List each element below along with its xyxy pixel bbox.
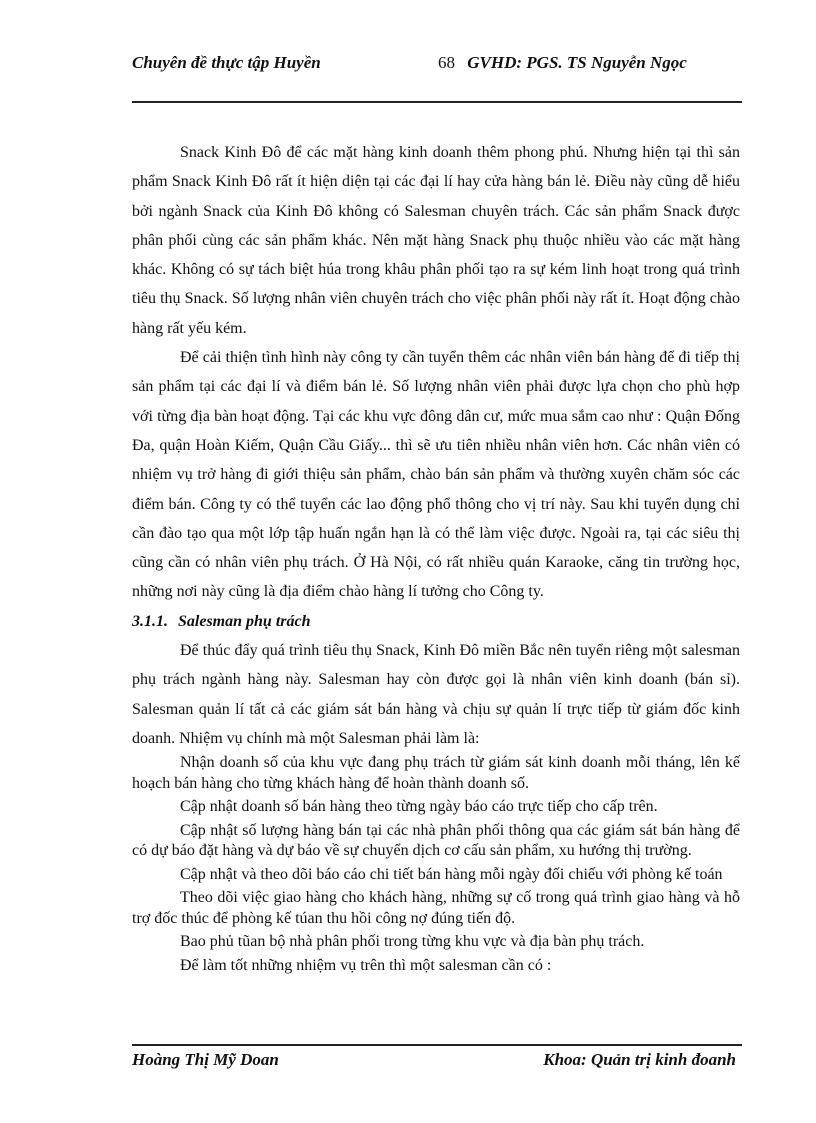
header-rule	[132, 101, 742, 103]
task-item: Cập nhật số lượng hàng bán tại các nhà phân phối thông qua các giám sát bán hàng để có dự báo đặt hàng và dự báo về sự chuyển dịch cơ cấu sản phẩm, xu hướng thị trường.	[132, 821, 740, 860]
task-item: Nhận doanh số của khu vực đang phụ trách từ giám sát kinh doanh mỗi tháng, lên kế hoạch bán hàng cho từng khách hàng để hoàn thành doanh số.	[132, 754, 740, 792]
task-item: Bao phủ tũan bộ nhà phân phối trong từng khu vực và địa bàn phụ trách.	[180, 933, 645, 951]
page-footer	[132, 1050, 736, 1074]
header-supervisor: GVHD: PGS. TS Nguyễn Ngọc	[467, 53, 687, 72]
task-item: Theo dõi việc giao hàng cho khách hàng, những sự cố trong quá trình giao hàng và hỗ trợ đốc thúc để phòng kế túan thu hồi công nợ đúng tiến độ.	[132, 889, 740, 927]
task-item: Để làm tốt những nhiệm vụ trên thì một salesman cần có :	[180, 956, 552, 974]
footer-rule	[132, 1044, 742, 1046]
paragraph: Snack Kinh Đô để các mặt hàng kinh doanh thêm phong phú. Nhưng hiện tại thì sản phẩm Snack Kinh Đô rất ít hiện diện tại các đại lí hay cửa hàng bán lẻ. Điều này cũng dễ hiểu bởi ngành Snack của Kinh Đô không có Salesman chuyên trách. Các sản phẩm Snack được phân phối cùng các sản phẩm khác. Nên mặt hàng Snack phụ thuộc nhiều vào các mặt hàng khác. Không có sự tách biệt húa trong khâu phân phối tạo ra sự kém linh hoạt trong quá trình tiêu thụ Snack. Số lượng nhân viên chuyên trách cho việc phân phối này rất ít. Hoạt động chào hàng rất yếu kém.	[132, 144, 740, 337]
footer-department: Khoa: Quản trị kinh đoanh	[543, 1050, 736, 1069]
page-number: 68	[438, 53, 455, 72]
page-header	[132, 50, 742, 102]
document-body	[132, 138, 740, 979]
task-item: Cập nhật doanh số bán hàng theo từng ngày báo cáo trực tiếp cho cấp trên.	[180, 798, 658, 816]
paragraph: Để cải thiện tình hình này công ty cần tuyển thêm các nhân viên bán hàng để đi tiếp thị sản phẩm tại các đại lí và điểm bán lẻ. Số lượng nhân viên phải được lựa chọn cho phù hợp với từng địa bàn hoạt động. Tại các khu vực đông dân cư, mức mua sắm cao như : Quận Đống Đa, quận Hoàn Kiếm, Quận Cầu Giấy... thì sẽ ưu tiên nhiều nhân viên hơn. Các nhân viên có nhiệm vụ trở hàng đi giới thiệu sản phẩm, chào bán sản phẩm và thường xuyên chăm sóc các điểm bán. Công ty có thể tuyển các lao động phổ thông cho vị trí này. Sau khi tuyển dụng chỉ cần đào tạo qua một lớp tập huấn ngắn hạn là có thể làm việc được. Ngoài ra, tại các siêu thị cũng cần có nhân viên phụ trách. Ở Hà Nội, có rất nhiều quán Karaoke, căng tin trường học, những nơi này cũng là địa điểm chào hàng lí tưởng cho Công ty.	[132, 349, 740, 601]
task-item: Cập nhật và theo dõi báo cáo chi tiết bán hàng mỗi ngày đối chiếu với phòng kế toán	[180, 865, 723, 883]
task-list	[132, 753, 740, 976]
header-right	[438, 50, 687, 76]
footer-author: Hoàng Thị Mỹ Doan	[132, 1050, 279, 1069]
section-heading	[132, 607, 740, 636]
paragraph: Để thúc đẩy quá trình tiêu thụ Snack, Kinh Đô miền Bắc nên tuyển riêng một salesman phụ trách ngành hàng này. Salesman hay còn được gọi là nhân viên kinh doanh (bán sỉ). Salesman quản lí tất cả các giám sát bán hàng và chịu sự quản lí trực tiếp từ giám đốc kinh doanh. Nhiệm vụ chính mà một Salesman phải làm là:	[132, 642, 740, 747]
section-title: Salesman phụ trách	[178, 612, 311, 630]
header-title: Chuyên đề thực tập Huyền	[132, 53, 321, 72]
section-number: 3.1.1.	[132, 612, 168, 630]
